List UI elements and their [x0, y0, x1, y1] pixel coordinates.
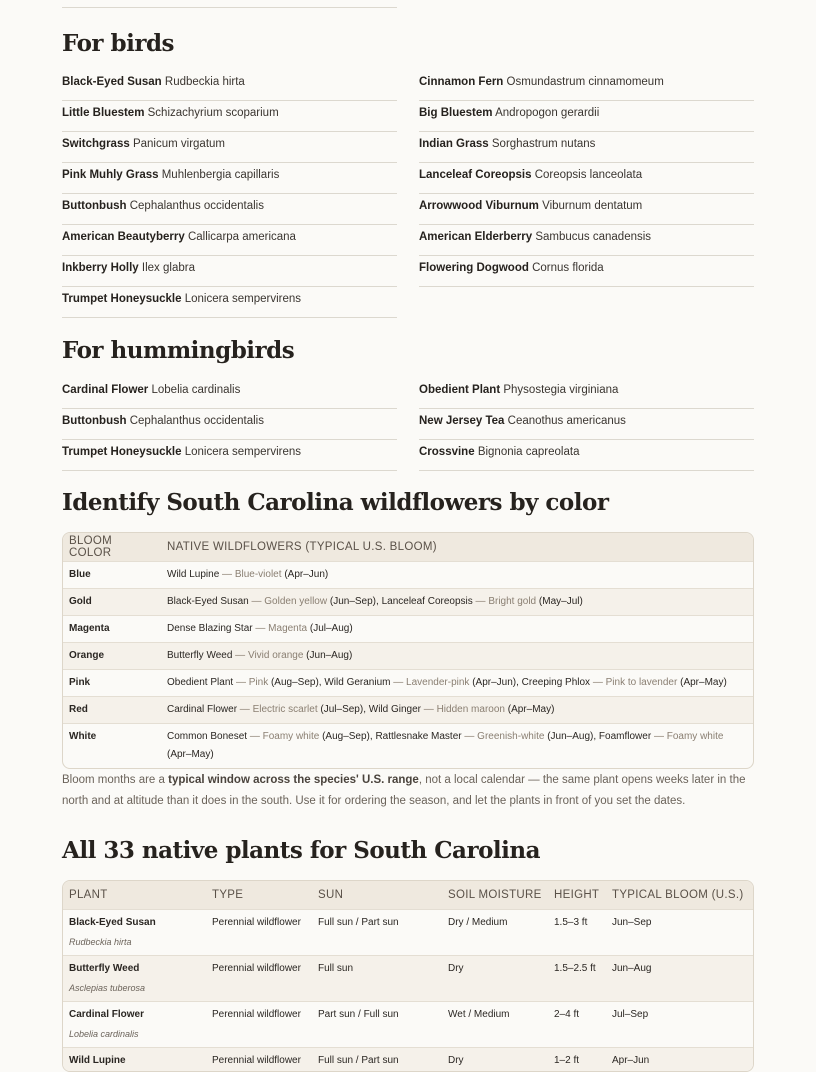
wildflower-shade: Foamy white: [263, 731, 320, 742]
wildflower-name: Wild Ginger: [369, 704, 421, 715]
dash-separator: —: [232, 650, 248, 661]
plant-common-name: Indian Grass: [419, 138, 489, 150]
plant-cell: [63, 910, 206, 956]
wildflower-shade: Magenta: [268, 623, 307, 634]
plant-bloom: Apr–Jun: [606, 1048, 753, 1072]
wildflower-bloom-months: (Apr–Jun): [284, 569, 328, 580]
plant-soil: Wet / Medium: [442, 1002, 548, 1048]
plant-list-item: [62, 195, 397, 225]
plant-sun: Full sun / Part sun: [312, 910, 442, 956]
plant-height: 1–2 ft: [548, 1048, 606, 1072]
table-row: [63, 1048, 753, 1072]
dash-separator: —: [651, 731, 667, 742]
plant-common-name: American Elderberry: [419, 231, 532, 243]
plant-latin-name: Sorghastrum nutans: [492, 138, 596, 150]
col-native-wildflowers: NATIVE WILDFLOWERS (TYPICAL U.S. BLOOM): [161, 533, 753, 562]
hummingbirds-plant-list: [62, 379, 754, 472]
col-sun: SUN: [312, 881, 442, 910]
dash-separator: —: [421, 704, 437, 715]
col-typical-bloom: TYPICAL BLOOM (U.S.): [606, 881, 753, 910]
wildflower-name: Wild Geranium: [324, 677, 390, 688]
plant-latin-name: Lobelia cardinalis: [151, 384, 240, 396]
dash-separator: —: [473, 596, 489, 607]
birds-list-left: [62, 71, 397, 319]
bloom-color-label: Orange: [63, 643, 161, 670]
plant-common-name: Little Bluestem: [62, 107, 144, 119]
plant-soil: Dry: [442, 956, 548, 1002]
plant-list-item: [62, 288, 397, 318]
plant-common-name: Black-Eyed Susan: [69, 917, 156, 928]
wildflower-shade: Foamy white: [667, 731, 724, 742]
plant-height: 1.5–2.5 ft: [548, 956, 606, 1002]
bloom-color-label: Gold: [63, 589, 161, 616]
plant-common-name: New Jersey Tea: [419, 415, 504, 427]
plant-latin-name: Rudbeckia hirta: [165, 76, 245, 88]
section-divider: [62, 7, 397, 8]
plant-common-name: Pink Muhly Grass: [62, 169, 159, 181]
wildflower-shade: Vivid orange: [248, 650, 303, 661]
wildflower-list: Black-Eyed Susan — Golden yellow (Jun–Sep), Lanceleaf Coreopsis — Bright gold (May–Jul): [161, 589, 753, 616]
plant-list-item: [419, 410, 754, 440]
plant-sun: Full sun: [312, 956, 442, 1002]
plant-latin-name: Andropogon gerardii: [495, 107, 599, 119]
wildflower-list: Obedient Plant — Pink (Aug–Sep), Wild Geranium — Lavender-pink (Apr–Jun), Creeping Phlox — Pink to lavender (Apr–May): [161, 670, 753, 697]
plant-height: 1.5–3 ft: [548, 910, 606, 956]
plant-latin-name: Muhlenbergia capillaris: [162, 169, 280, 181]
wildflower-bloom-months: (Aug–Sep): [322, 731, 370, 742]
plant-cell: [63, 1002, 206, 1048]
table-row: [63, 1002, 753, 1048]
wildflower-name: Creeping Phlox: [522, 677, 590, 688]
bloom-color-label: Pink: [63, 670, 161, 697]
birds-list-right: [419, 71, 754, 288]
plant-common-name: Cardinal Flower: [62, 384, 148, 396]
dash-separator: —: [237, 704, 253, 715]
plant-latin-name: Lonicera sempervirens: [185, 293, 301, 305]
all-plants-heading: All 33 native plants for South Carolina: [62, 837, 540, 864]
plant-list-item: [62, 410, 397, 440]
color-row: [63, 643, 753, 670]
wildflower-bloom-months: (Jun–Aug): [547, 731, 593, 742]
wildflower-list: Common Boneset — Foamy white (Aug–Sep), Rattlesnake Master — Greenish-white (Jun–Aug), Foamflower — Foamy white (Apr–May): [161, 724, 753, 769]
plant-type: Perennial wildflower: [206, 1048, 312, 1072]
plant-latin-name: Cornus florida: [532, 262, 604, 274]
plant-latin-name: Panicum virgatum: [133, 138, 225, 150]
wildflower-shade: Electric scarlet: [253, 704, 318, 715]
wildflower-shade: Lavender-pink: [406, 677, 469, 688]
wildflower-bloom-months: (Apr–May): [680, 677, 727, 688]
bloom-color-label: Blue: [63, 562, 161, 589]
wildflower-shade: Greenish-white: [477, 731, 544, 742]
plant-latin-name: Lonicera sempervirens: [185, 446, 301, 458]
color-row: [63, 589, 753, 616]
dash-separator: —: [233, 677, 249, 688]
bloom-color-label: Magenta: [63, 616, 161, 643]
plant-common-name: Wild Lupine: [69, 1055, 126, 1066]
wildflower-bloom-months: (Jul–Aug): [310, 623, 353, 634]
dash-separator: —: [247, 731, 263, 742]
plant-common-name: Trumpet Honeysuckle: [62, 446, 182, 458]
table-row: [63, 910, 753, 956]
dash-separator: —: [462, 731, 478, 742]
all-plants-table: [62, 880, 754, 1072]
plant-list-item: [62, 133, 397, 163]
plant-type: Perennial wildflower: [206, 956, 312, 1002]
plant-common-name: Crossvine: [419, 446, 475, 458]
bloom-note: Bloom months are a typical window across the species' U.S. range, not a local calendar — the same plant opens weeks later in the north and at altitude than it does in the south. Use it for ordering the season, and let the plants in front of you set the dates.: [62, 770, 754, 812]
plant-type: Perennial wildflower: [206, 910, 312, 956]
by-color-heading: Identify South Carolina wildflowers by color: [62, 489, 608, 516]
wildflower-name: Dense Blazing Star: [167, 623, 253, 634]
wildflower-shade: Hidden maroon: [437, 704, 505, 715]
dash-separator: —: [390, 677, 406, 688]
plant-list-item: [419, 133, 754, 163]
color-row: [63, 670, 753, 697]
wildflower-shade: Pink: [249, 677, 268, 688]
plant-latin-name: Cephalanthus occidentalis: [130, 415, 264, 427]
wildflower-name: Lanceleaf Coreopsis: [382, 596, 473, 607]
dash-separator: —: [590, 677, 606, 688]
dash-separator: —: [253, 623, 269, 634]
plant-list-item: [62, 71, 397, 101]
plant-list-item: [419, 226, 754, 256]
wildflower-list: [161, 562, 753, 589]
plant-list-item: [419, 441, 754, 471]
wildflower-list: [161, 616, 753, 643]
plant-bloom: Jun–Aug: [606, 956, 753, 1002]
plant-common-name: Switchgrass: [62, 138, 130, 150]
wildflower-list: Cardinal Flower — Electric scarlet (Jul–Sep), Wild Ginger — Hidden maroon (Apr–May): [161, 697, 753, 724]
wildflower-name: Wild Lupine: [167, 569, 219, 580]
col-height: HEIGHT: [548, 881, 606, 910]
plant-latin-name: Bignonia capreolata: [478, 446, 580, 458]
color-row: [63, 562, 753, 589]
dash-separator: —: [219, 569, 235, 580]
color-row: [63, 724, 753, 769]
col-soil-moisture: SOIL MOISTURE: [442, 881, 548, 910]
plant-common-name: Cardinal Flower: [69, 1009, 144, 1020]
wildflower-bloom-months: (Apr–May): [508, 704, 555, 715]
wildflower-name: Common Boneset: [167, 731, 247, 742]
plant-common-name: Buttonbush: [62, 415, 127, 427]
plant-latin-name: Coreopsis lanceolata: [535, 169, 642, 181]
plant-latin-name: Lobelia cardinalis: [69, 1025, 200, 1043]
plant-common-name: Lanceleaf Coreopsis: [419, 169, 531, 181]
plant-latin-name: Sambucus canadensis: [535, 231, 651, 243]
bloom-color-table: [62, 532, 754, 769]
plant-common-name: Obedient Plant: [419, 384, 500, 396]
col-plant: PLANT: [63, 881, 206, 910]
birds-plant-list: [62, 71, 754, 319]
plant-list-item: [419, 71, 754, 101]
plant-list-item: [419, 164, 754, 194]
plant-list-item: [62, 379, 397, 409]
plant-latin-name: Rudbeckia hirta: [69, 933, 200, 951]
plant-bloom: Jun–Sep: [606, 910, 753, 956]
plant-list-item: [419, 102, 754, 132]
plant-common-name: Black-Eyed Susan: [62, 76, 162, 88]
plant-list-item: [419, 195, 754, 225]
plant-common-name: Cinnamon Fern: [419, 76, 503, 88]
wildflower-bloom-months: (May–Jul): [539, 596, 583, 607]
wildflower-name: Black-Eyed Susan: [167, 596, 249, 607]
plant-list-item: [62, 441, 397, 471]
plant-latin-name: Callicarpa americana: [188, 231, 296, 243]
dash-separator: —: [249, 596, 265, 607]
wildflower-bloom-months: (Aug–Sep): [271, 677, 319, 688]
plant-common-name: Inkberry Holly: [62, 262, 139, 274]
plant-height: 2–4 ft: [548, 1002, 606, 1048]
plant-latin-name: Physostegia virginiana: [503, 384, 618, 396]
plant-list-item: [62, 102, 397, 132]
plant-soil: Dry: [442, 1048, 548, 1072]
plant-common-name: Butterfly Weed: [69, 963, 139, 974]
wildflower-shade: Blue-violet: [235, 569, 282, 580]
wildflower-bloom-months: (Apr–May): [167, 749, 214, 760]
wildflower-name: Obedient Plant: [167, 677, 233, 688]
birds-heading: For birds: [62, 30, 174, 57]
col-bloom-color: BLOOM COLOR: [63, 533, 161, 562]
plant-common-name: Arrowwood Viburnum: [419, 200, 539, 212]
wildflower-bloom-months: (Jun–Aug): [306, 650, 352, 661]
plant-cell: [63, 1048, 206, 1072]
plant-cell: [63, 956, 206, 1002]
plant-latin-name: Osmundastrum cinnamomeum: [507, 76, 664, 88]
plant-latin-name: Asclepias tuberosa: [69, 979, 200, 997]
wildflower-name: Butterfly Weed: [167, 650, 232, 661]
plant-list-item: [419, 379, 754, 409]
wildflower-bloom-months: (Jun–Sep): [330, 596, 376, 607]
plant-sun: Part sun / Full sun: [312, 1002, 442, 1048]
wildflower-bloom-months: (Jul–Sep): [320, 704, 363, 715]
hummingbirds-heading: For hummingbirds: [62, 337, 294, 364]
wildflower-name: Rattlesnake Master: [375, 731, 461, 742]
plant-latin-name: Cephalanthus occidentalis: [130, 200, 264, 212]
wildflower-shade: Golden yellow: [264, 596, 327, 607]
hummingbirds-list-right: [419, 379, 754, 472]
col-type: TYPE: [206, 881, 312, 910]
plant-common-name: American Beautyberry: [62, 231, 185, 243]
wildflower-list: [161, 643, 753, 670]
plant-type: Perennial wildflower: [206, 1002, 312, 1048]
hummingbirds-list-left: [62, 379, 397, 472]
plant-latin-name: Ilex glabra: [142, 262, 195, 274]
wildflower-shade: Bright gold: [488, 596, 536, 607]
plant-list-item: [419, 257, 754, 287]
plant-soil: Dry / Medium: [442, 910, 548, 956]
wildflower-name: Foamflower: [599, 731, 651, 742]
plant-latin-name: Ceanothus americanus: [508, 415, 626, 427]
plant-common-name: Big Bluestem: [419, 107, 493, 119]
plant-common-name: Flowering Dogwood: [419, 262, 529, 274]
bloom-color-label: White: [63, 724, 161, 769]
plant-sun: Full sun / Part sun: [312, 1048, 442, 1072]
color-row: [63, 697, 753, 724]
wildflower-name: Cardinal Flower: [167, 704, 237, 715]
table-row: [63, 956, 753, 1002]
plant-latin-name: Schizachyrium scoparium: [148, 107, 279, 119]
bloom-color-label: Red: [63, 697, 161, 724]
plant-common-name: Buttonbush: [62, 200, 127, 212]
plant-list-item: [62, 257, 397, 287]
plant-latin-name: Viburnum dentatum: [542, 200, 642, 212]
plant-bloom: Jul–Sep: [606, 1002, 753, 1048]
color-row: [63, 616, 753, 643]
plant-list-item: [62, 226, 397, 256]
wildflower-shade: Pink to lavender: [606, 677, 678, 688]
plant-common-name: Trumpet Honeysuckle: [62, 293, 182, 305]
plant-list-item: [62, 164, 397, 194]
wildflower-bloom-months: (Apr–Jun): [472, 677, 516, 688]
